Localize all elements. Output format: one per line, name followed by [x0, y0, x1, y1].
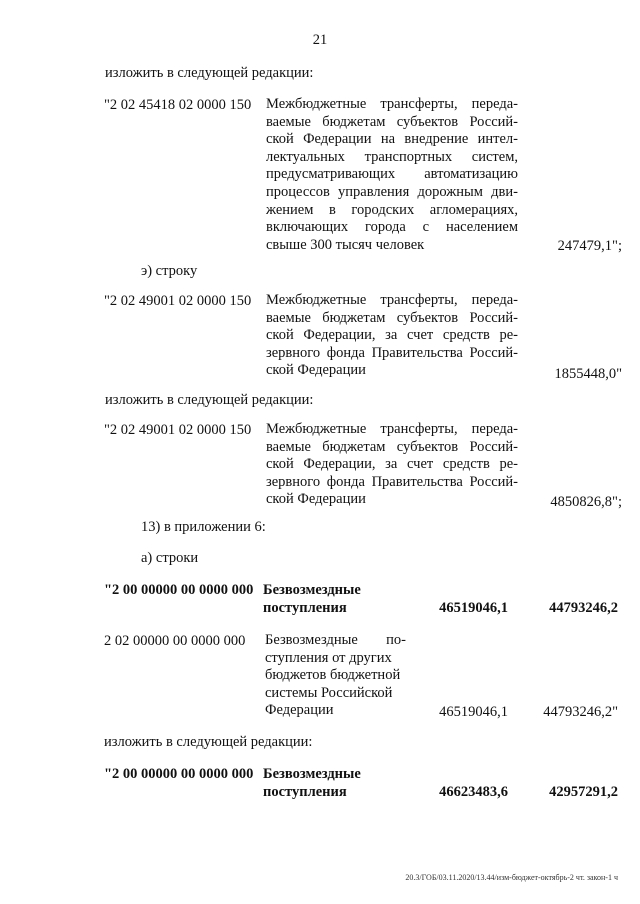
budget-description	[266, 292, 518, 380]
row-value-1: 46519046,1	[439, 600, 508, 616]
description-line: ступления от других	[265, 649, 392, 666]
description-line: зервного фонда Правительства Россий-	[266, 473, 518, 490]
instruction-text: изложить в следующей редакции:	[105, 392, 314, 408]
budget-code: "2 02 49001 02 0000 150	[104, 422, 252, 438]
description-line: процессов управления дорожным дви-	[266, 183, 518, 200]
description-line: жением в городских агломерациях,	[266, 201, 518, 218]
description-line: зервного фонда Правительства Россий-	[266, 344, 518, 361]
description-line: ваемые бюджетам субъектов Россий-	[266, 438, 518, 455]
row-value-2: 44793246,2"	[543, 704, 618, 720]
row-description-line: Безвозмездные	[263, 582, 361, 598]
description-line: ской Федерации	[266, 362, 366, 379]
description-line: Безвозмездные по-	[265, 632, 406, 648]
description-line: Межбюджетные трансферты, переда-	[266, 421, 518, 437]
budget-value: 247479,1";	[557, 238, 622, 254]
description-line: предусматривающих автоматизацию	[266, 166, 518, 183]
description-line: свыше 300 тысяч человек	[266, 236, 425, 253]
description-line: Федерации	[265, 702, 334, 719]
item-label: а) строки	[141, 550, 199, 566]
item-label: э) строку	[141, 263, 198, 279]
row-value-1: 46623483,6	[439, 784, 508, 800]
budget-code: "2 00 00000 00 0000 000	[104, 582, 254, 598]
description-line: Межбюджетные трансферты, переда-	[266, 292, 518, 308]
budget-description	[265, 632, 406, 720]
budget-description	[266, 96, 518, 254]
footer-reference: 20.3/ГОБ/03.11.2020/13.44/изм-бюджет-октябрь-2 чт. закон-1 ч	[405, 873, 618, 882]
row-value-2: 44793246,2	[549, 600, 618, 616]
budget-code: "2 02 49001 02 0000 150	[104, 293, 252, 309]
budget-value: 4850826,8";	[550, 494, 622, 510]
description-line: ской Федерации, за счет средств ре-	[266, 456, 518, 473]
row-description-line: Безвозмездные	[263, 766, 361, 782]
budget-code: "2 02 45418 02 0000 150	[104, 97, 252, 113]
budget-description	[266, 421, 518, 509]
instruction-text: изложить в следующей редакции:	[104, 734, 313, 750]
description-line: ской Федерации, за счет средств ре-	[266, 327, 518, 344]
description-line: включающих города с населением	[266, 219, 518, 236]
description-line: ваемые бюджетам субъектов Россий-	[266, 309, 518, 326]
row-description-line: поступления	[263, 600, 347, 616]
description-line: ской Федерации	[266, 491, 366, 508]
row-value-2: 42957291,2	[549, 784, 618, 800]
row-description-line: поступления	[263, 784, 347, 800]
description-line: ваемые бюджетам субъектов Россий-	[266, 113, 518, 130]
budget-code: 2 02 00000 00 0000 000	[104, 633, 246, 649]
description-line: Межбюджетные трансферты, переда-	[266, 96, 518, 112]
row-value-1: 46519046,1	[439, 704, 508, 720]
budget-code: "2 00 00000 00 0000 000	[104, 766, 254, 782]
instruction-text: изложить в следующей редакции:	[105, 65, 314, 81]
page-number: 21	[312, 32, 328, 48]
budget-value: 1855448,0"	[554, 366, 622, 382]
description-line: лектуальных транспортных систем,	[266, 148, 518, 165]
description-line: ской Федерации на внедрение интел-	[266, 131, 518, 148]
description-line: бюджетов бюджетной	[265, 667, 401, 684]
item-label: 13) в приложении 6:	[141, 519, 266, 535]
description-line: системы Российской	[265, 684, 393, 701]
